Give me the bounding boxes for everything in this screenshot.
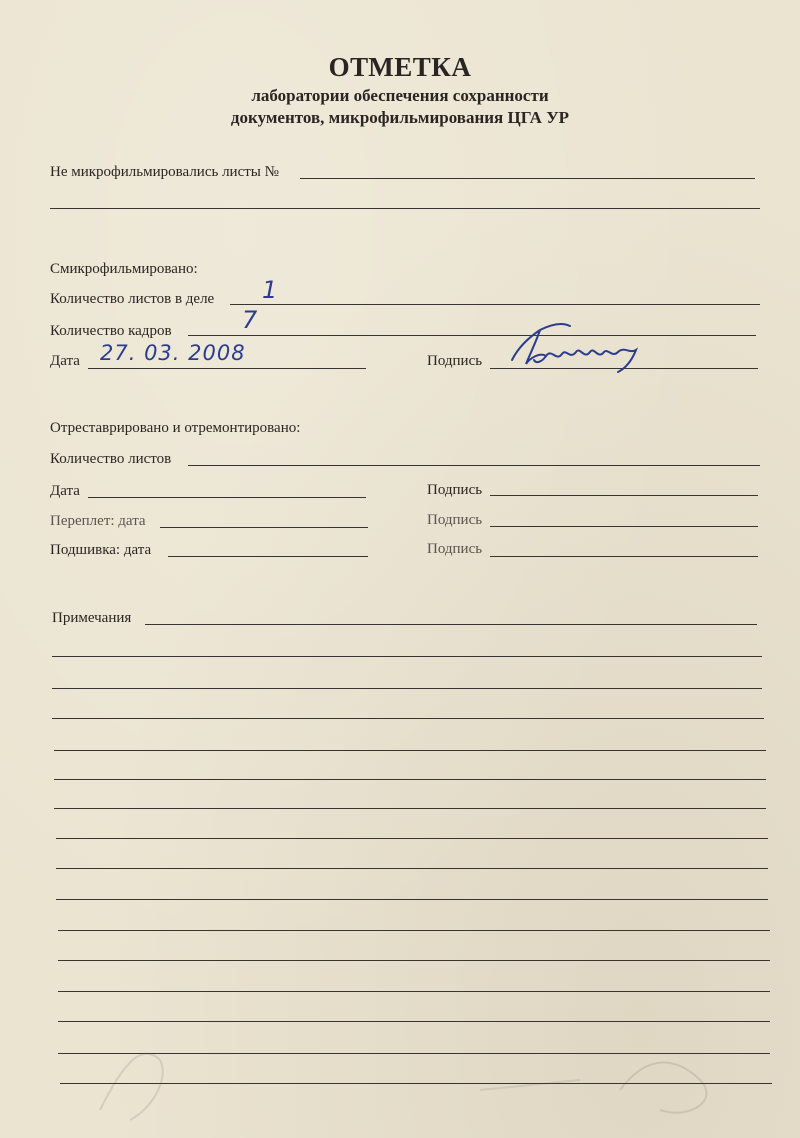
restored-date-line: [88, 497, 366, 498]
restored-sheets-label: Количество листов: [50, 451, 172, 467]
stitching-date-label: Подшивка: дата: [50, 542, 152, 558]
filmed-date-line: [88, 368, 366, 369]
page-subtitle-line1: лаборатории обеспечения сохранности: [251, 86, 549, 105]
filmed-signature-label: Подпись: [427, 353, 483, 369]
filmed-date-label: Дата: [50, 353, 80, 369]
notes-line: [56, 838, 768, 839]
notes-line: [58, 1021, 770, 1022]
stitching-date-line: [168, 556, 368, 557]
filmed-heading: Смикрофильмировано:: [50, 261, 198, 277]
not-filmed-line-2: [50, 208, 760, 209]
restored-date-label: Дата: [50, 483, 80, 499]
restored-signature-line: [490, 495, 758, 496]
notes-line: [52, 656, 762, 657]
stitching-signature-label: Подпись: [427, 541, 483, 557]
sheets-in-case-line: [230, 304, 760, 305]
notes-line: [56, 868, 768, 869]
handwritten-signature: [500, 318, 650, 374]
not-filmed-line: [300, 178, 755, 179]
notes-line: [54, 750, 766, 751]
notes-line: [52, 718, 764, 719]
restored-signature-label: Подпись: [427, 482, 483, 498]
page-subtitle-line2: документов, микрофильмирования ЦГА УР: [230, 108, 570, 127]
page-title: ОТМЕТКА: [328, 52, 472, 82]
sheets-in-case-label: Количество листов в деле: [50, 291, 215, 307]
restored-sheets-line: [188, 465, 760, 466]
filmed-date-value: 27. 03. 2008: [100, 341, 246, 365]
notes-label: Примечания: [52, 610, 132, 626]
not-filmed-label: Не микрофильмировались листы №: [50, 164, 279, 180]
notes-line-first: [145, 624, 757, 625]
notes-line: [56, 899, 768, 900]
binding-signature-label: Подпись: [427, 512, 483, 528]
binding-date-line: [160, 527, 368, 528]
binding-signature-line: [490, 526, 758, 527]
notes-line: [58, 930, 770, 931]
frames-count-line: [188, 335, 756, 336]
bleed-through-marks: [60, 1030, 760, 1130]
notes-line: [52, 688, 762, 689]
notes-line: [58, 991, 770, 992]
sheets-in-case-value: 1: [262, 276, 278, 304]
frames-count-value: 7: [242, 306, 258, 334]
notes-line: [58, 960, 770, 961]
notes-line: [54, 808, 766, 809]
stitching-signature-line: [490, 556, 758, 557]
notes-line: [54, 779, 766, 780]
restored-heading: Отреставрировано и отремонтировано:: [50, 420, 301, 436]
binding-date-label: Переплет: дата: [50, 513, 146, 529]
frames-count-label: Количество кадров: [50, 323, 172, 339]
